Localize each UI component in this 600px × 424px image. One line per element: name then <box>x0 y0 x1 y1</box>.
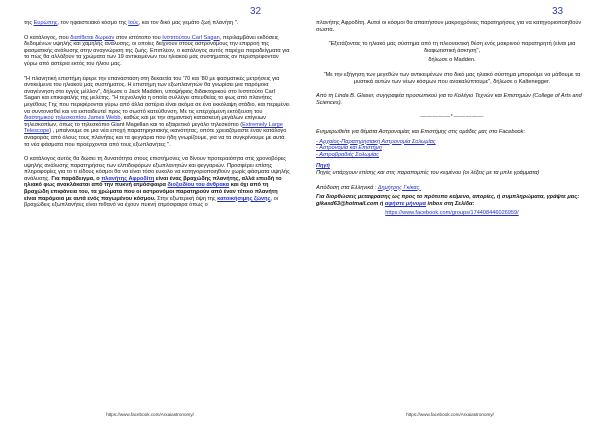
paragraph <box>24 20 290 27</box>
divider: —————*————— <box>420 114 484 121</box>
link-translator[interactable]: Δημήτρης Γκίκας. <box>377 184 421 191</box>
text: , οι βραχώδεις εξωπλανήτες είναι πιθανό να έχουν πυκνή ατμόσφαιρα όπως ο <box>24 195 278 209</box>
right-page-body <box>316 20 588 220</box>
source-credit: Από τη Linda B. Glaser, συγγραφέα προσωπικού για το Κολέγιο Τεχνών και Επιστημών (College of Arts and Sciences). <box>316 93 582 106</box>
page-footer: https://www.facebook.com/Arxaiastronomy/ <box>406 412 494 417</box>
link-extremely-large-telescope[interactable]: Extremely Large Telescope <box>24 121 283 135</box>
source-note: Πηγές υπάρχουν επίσης και στις παραπομπές του κειμένου (οι λέξεις με τα μπλε γράμματα) <box>316 169 540 176</box>
bold-text: και όχι από τη βραχώδη επιφάνεια του, τα χρώματα που οι αστρονόμοι παρατηρούν από έναν τέτοιο πλανήτη είναι παρόμοια με αυτά ενός παγωμένου κόσμου. <box>24 182 278 202</box>
text: Απόδοση στα Ελληνικά : <box>316 184 378 191</box>
link-group-observational-astronomy[interactable]: - Αρχαίος-Παρατηρησιακή Αστρονομία Σολωμίας <box>316 138 436 145</box>
text: Για διορθώσεις μεταφρασης ως προς το πρότυπο κείμενο, απορίες, ή συμπληρώματα, γράψτε μας: gikasd63@hotmail.com ή <box>316 194 580 207</box>
link-free-availability[interactable]: διατίθεται δωρεάν <box>70 34 115 41</box>
link-group-star-nights[interactable]: - Αστροβραδιές Σολωμίας <box>316 151 379 158</box>
link-leave-message[interactable]: αφήστε μήνυμα <box>384 200 426 207</box>
bold-text: είναι ένας βραχώδης πλανήτης, αλλά επειδή το ηλιακό φως ανακλάκαται από την πυκνή ατμόσφαιρα <box>24 175 282 189</box>
left-page-body <box>24 20 290 212</box>
quote: "Με την εξήγηση των μεγεθών των αντικειμένων στο δικό μας ηλιακό σύστημα μπορούμε να μάθουμε τα μυστικά αυτών των νέων κόσμων που ανακαλύπτουμε", δήλωσε ο Kaltenegger. <box>323 71 581 85</box>
link-habitable-zone[interactable]: κατοικήσιμης ζώνης <box>217 195 271 202</box>
link-facebook-group[interactable]: https://www.facebook.com/groups/174408446026959/ <box>385 210 519 217</box>
link-carbon-dioxide[interactable]: διοξειδίου του άνθρακα <box>167 182 230 189</box>
text: "Η πλανητική επιστήμη έφερε την επανάσταση στη δεκαετία του '70 και '80 με φασματικές μετρήσεις για αντικείμενα του ηλιακού μας συστήματος. Η επιστήμη των εξωπλανητών θα γνωρίσει μια παρόμοια αναγέννηση στο εγγύς μέλλον", δήλωσε ο Jack Madden, υποψήφιος διδακτορικού στο Ινστιτούτο Carl Sagan και επικεφαλής της μελέτης. "Η τεχνολογία η οποία συλλέγει απευθείας το φως από πλανήτες μεγέθους Γης που περιφέρονται γύρω από άλλα αστέρια είναι ακόμα σε ένα εκκόλαψη στάδιο, και περιμένει να συντονισθεί και να εκπαιδευτεί προς το σωστό κατεύθυνση. Με τις επερχόμενη εκτόξευση του <box>24 75 290 115</box>
text: Ο κατάλογος, που <box>24 34 71 41</box>
source-heading[interactable]: Πηγή <box>316 163 330 170</box>
paragraph <box>24 35 290 68</box>
page-number: 33 <box>552 6 564 17</box>
page-footer: https://www.facebook.com/Arxaiastronomy/ <box>106 412 194 417</box>
paragraph <box>24 156 290 209</box>
text: της <box>24 20 34 26</box>
paragraph <box>24 76 290 149</box>
quote-attribution: δήλωσε ο Madden. <box>428 57 476 64</box>
link-europa[interactable]: Ευρώπης <box>33 20 58 26</box>
translation-credit <box>316 185 588 192</box>
text: ) , μπαίνουμε σε μια νέα εποχή παρατηρησιακής ικανότητας, οπότε χρειαζόμαστε έναν κατάλογο αναφοράς από όλους τους πλανήτες και τα φεγγάρια που ήδη γνωρίζουμε, για να τα συγκρίνουμε με αυτά τα νέα φάσματα που προέρχονται από τους εξωπλανήτες ". <box>24 128 287 148</box>
link-venus[interactable]: πλανήτης Αφροδίτη <box>101 175 155 182</box>
right-page <box>300 0 600 424</box>
link-james-webb[interactable]: διαστημικού τηλεσκοπίου James Webb <box>24 115 121 122</box>
groups-intro: Ενημερωθείτε για θέματα Αστρονομίας και Επιστήμης στις ομάδες μας στο Facebook: <box>316 128 526 135</box>
link-group-astronomy-science[interactable]: - Αστρονομία και Επιστήμη <box>316 145 382 152</box>
facebook-groups-list <box>316 139 588 159</box>
corrections-note <box>316 194 588 207</box>
text: inbox στη Σελίδα: <box>425 200 475 207</box>
text: Ο κατάλογος αυτός θα δώσει τη δυνατότητα στους επιστήμονες να δίνουν προτεραιότητα στις χρονοβόρες υψηλής ανάλυσης παρατηρήσεις των ελπιδοφόρων εξωπλανητών και φεγγαριών. Προσφέρει επίσης πληροφορίες για το τι είδους κόσμοι θα να είναι τόσο ευκολο να κατηγοριοποιηθούν χωρίς φάσματα υψηλής ανάλυσης. <box>24 156 290 182</box>
text: , περιλαμβάνει εκδόσεις δεδομένων υψηλής και χαμηλής ανάλυσης, οι οποίες δείχνουν στους αστρονόμους την επιρροή της φασματικής ανάλυσης στην αναγνώριση της ζωής. Επιπλέον, ο κατάλογος αυτός παρέχει παραδείγματα για το πώς θα αλλάξουν τα χρώματα των 19 αντικειμένων του ηλιακού μας συστήματος αν περιστρέφονταν γύρω από αστέρια εκτός του ήλιου μας. <box>24 34 290 67</box>
link-carl-sagan-institute[interactable]: Ινστιτούτου Carl Sagan <box>162 34 220 41</box>
paragraph: πλανήτης Αφροδίτη. Αυτοί οι κόσμοι θα απαιτήσουν μακροχρόνιες παρατηρήσεις για να κατηγοριοποιηθούν σωστά. <box>316 20 582 33</box>
text: Στην εξωτερική όψη της <box>155 195 218 202</box>
bold-text: Για παράδειγμα, ο <box>51 175 102 182</box>
text: , τον ηφαιστειακό κόσμο της <box>57 20 129 26</box>
page-number: 32 <box>250 6 262 17</box>
link-io[interactable]: Ιούς <box>128 20 139 26</box>
text: , και τον δικό μας γεμάτο ζωή πλανήτη ". <box>138 20 239 26</box>
text: στον ιστότοπο του <box>114 34 163 41</box>
text: , καθώς και με την σημαντική κατασκευή μεγάλων επίγειων τηλεσκοπίων, όπως το τηλεσκόπιο Giant Magellan και το εξαιρετικό μεγάλο τηλεσκόπιο ( <box>24 115 266 128</box>
quote: "Εξετάζοντας το ηλιακό μας σύστημα από τη πλεονεκτική θέση ενός μακρινού παρατηρητή (είναι μια διαφωτιστική άσκηση", <box>328 41 576 54</box>
